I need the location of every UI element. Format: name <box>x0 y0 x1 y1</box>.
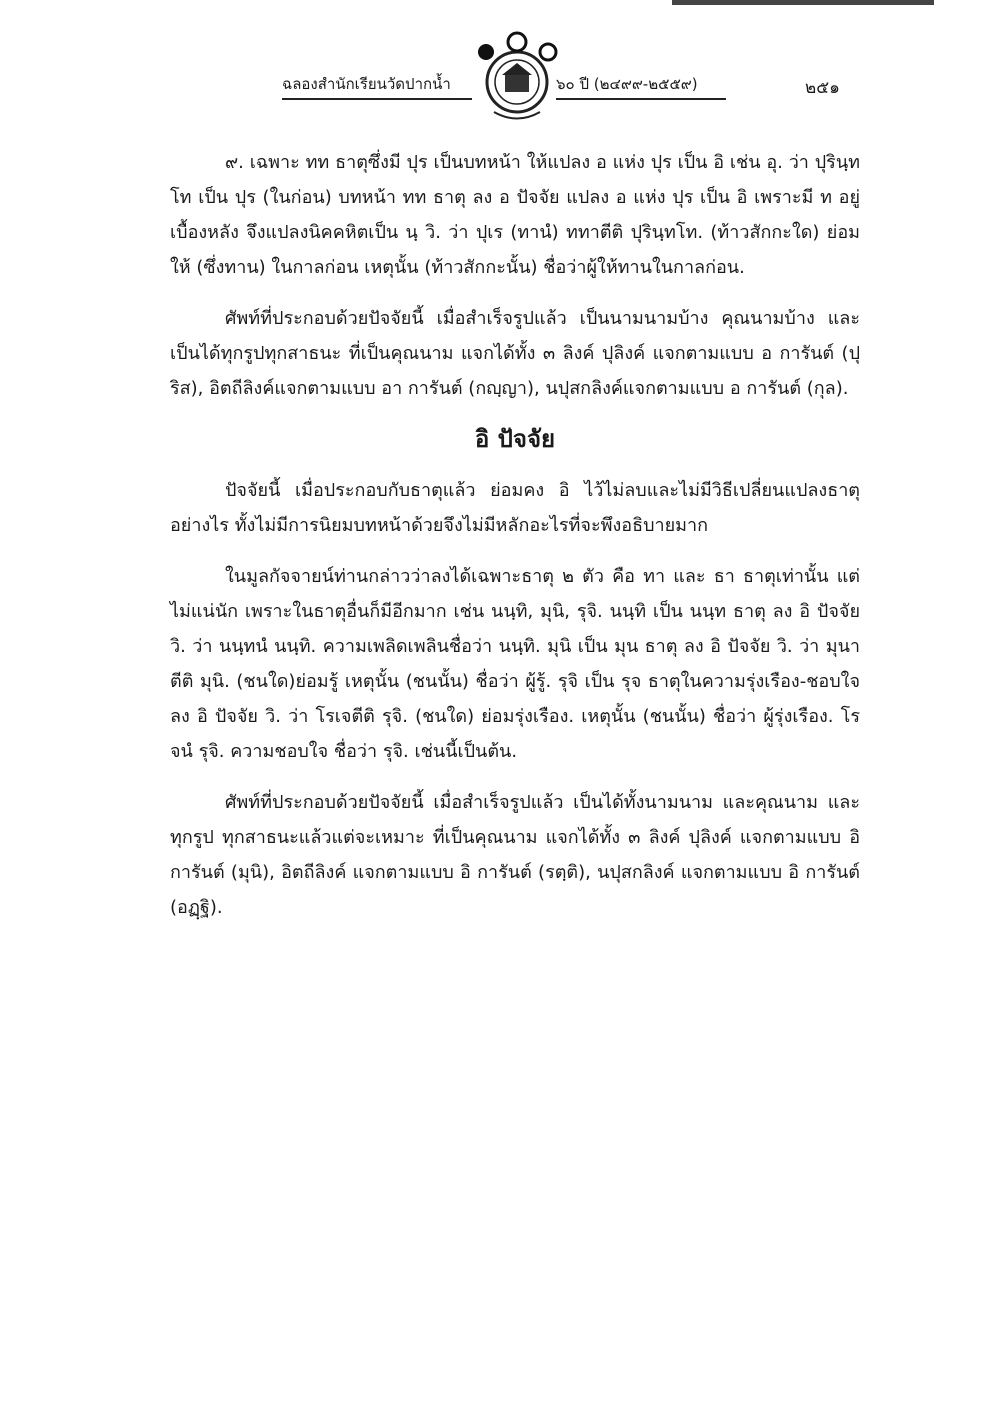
page-header <box>0 30 1000 130</box>
header-center-title: ๖๐ ปี (๒๔๙๙-๒๕๕๙) <box>556 72 726 100</box>
paragraph-5: ศัพท์ที่ประกอบด้วยปัจจัยนี้ เมื่อสำเร็จรูปแล้ว เป็นได้ทั้งนามนาม และคุณนาม และทุกรูป ทุกสาธนะแล้วแต่จะเหมาะ ที่เป็นคุณนาม แจกได้ทั้ง ๓ ลิงค์ ปุลิงค์ แจกตามแบบ อิ การันต์ (มุนิ), อิตถีลิงค์ แจกตามแบบ อิ การันต์ (รตฺติ), นปุสกลิงค์ แจกตามแบบ อิ การันต์ (อฏฺฐิ). <box>170 792 860 918</box>
paragraph-4: ในมูลกัจจายน์ท่านกล่าวว่าลงได้เฉพาะธาตุ ๒ ตัว คือ ทา และ ธา ธาตุเท่านั้น แต่ไม่แน่นัก เพราะในธาตุอื่นก็มีอีกมาก เช่น นนฺทิ, มุนิ, รุจิ. นนฺทิ เป็น นนฺท ธาตุ ลง อิ ปัจจัย วิ. ว่า นนฺทนํ นนฺทิ. ความเพลิดเพลินชื่อว่า นนฺทิ. มุนิ เป็น มุน ธาตุ ลง อิ ปัจจัย วิ. ว่า มุนาตีติ มุนิ. (ชนใด)ย่อมรู้ เหตุนั้น (ชนนั้น) ชื่อว่า ผู้รู้. รุจิ เป็น รุจ ธาตุในความรุ่งเรือง-ชอบใจ ลง อิ ปัจจัย วิ. ว่า โรเจตีติ รุจิ. (ชนใด) ย่อมรุ่งเรือง. เหตุนั้น (ชนนั้น) ชื่อว่า ผู้รุ่งเรือง. โรจนํ รุจิ. ความชอบใจ ชื่อว่า รุจิ. เช่นนี้เป็นต้น. <box>170 566 860 762</box>
document-body <box>170 145 860 941</box>
page-number: ๒๕๑ <box>805 78 840 98</box>
paragraph-1: ๙. เฉพาะ ทท ธาตุซึ่งมี ปุร เป็นบทหน้า ให้แปลง อ แห่ง ปุร เป็น อิ เช่น อุ. ว่า ปุรินฺทโท เป็น ปุร (ในก่อน) บทหน้า ทท ธาตุ ลง อ ปัจจัย แปลง อ แห่ง ปุร เป็น อิ เพราะมี ท อยู่เบื้องหลัง จึงแปลงนิคคหิตเป็น นฺ วิ. ว่า ปุเร (ทานํ) ททาตีติ ปุรินฺทโท. (ท้าวสักกะใด) ย่อมให้ (ซึ่งทาน) ในกาลก่อน เหตุนั้น (ท้าวสักกะนั้น) ชื่อว่าผู้ให้ทานในกาลก่อน. <box>170 152 861 278</box>
paragraph-2: ศัพท์ที่ประกอบด้วยปัจจัยนี้ เมื่อสำเร็จรูปแล้ว เป็นนามนามบ้าง คุณนามบ้าง และเป็นได้ทุกรูปทุกสาธนะ ที่เป็นคุณนาม แจกได้ทั้ง ๓ ลิงค์ ปุลิงค์ แจกตามแบบ อ การันต์ (ปุริส), อิตถีลิงค์แจกตามแบบ อา การันต์ (กญฺญา), นปุสกลิงค์แจกตามแบบ อ การันต์ (กุล). <box>170 308 860 399</box>
top-edge-bar <box>672 0 934 5</box>
paragraph-3: ปัจจัยนี้ เมื่อประกอบกับธาตุแล้ว ย่อมคง อิ ไว้ไม่ลบและไม่มีวิธีเปลี่ยนแปลงธาตุอย่างไร ทั้งไม่มีการนิยมบทหน้าด้วยจึงไม่มีหลักอะไรที่จะพึงอธิบายมาก <box>170 480 860 536</box>
temple-seal-icon <box>472 30 562 130</box>
section-title: อิ ปัจจัย <box>474 425 556 453</box>
header-left-title: ฉลองสำนักเรียนวัดปากน้ำ <box>282 72 472 100</box>
